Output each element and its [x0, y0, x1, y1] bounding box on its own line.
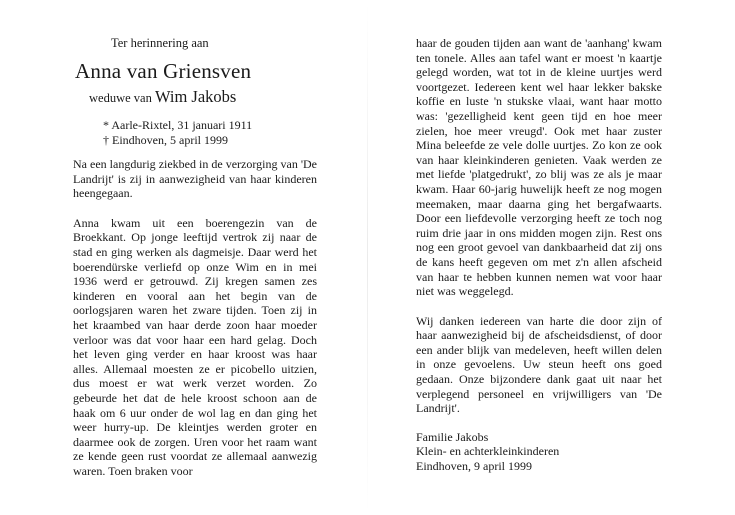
life-story-continued-paragraph: haar de gouden tijden aan want de 'aanhang' kwam ten tonele. Alles aan tafel want er moest 'n kaartje gelegd worden, wat tot in de kleine uurtjes werd voortgezet. Iedereen kent wel haar lekker bakske koffie en luste 'n stukske vlaai, want haar motto was: 'gezelligheid kent geen tijd en hoe meer zielen, hoe meer vreugd'. Ook met haar zuster Mina beleefde ze vele dolle uurtjes. Zo kon ze ook van haar kleinkinderen genieten. Vaak werden ze met liefde 'platgedrukt', zo blij was ze als je maar kwam. Haar 60-jarig huwelijk heeft ze nog mogen meemaken, maar daarna ging het bergafwaarts. Door een liefdevolle verzorging heeft ze toch nog ruim drie jaar in ons midden mogen zijn. Rest ons nog een groot gevoel van dankbaarheid dat zij ons de kans heeft gegeven om met z'n allen afscheid van haar te hebben kunnen nemen wat voor haar niet was weggelegd.: [416, 36, 662, 299]
widow-prefix: weduwe van: [89, 91, 152, 105]
place-date-line: Eindhoven, 9 april 1999: [416, 458, 532, 473]
widow-line: [89, 88, 317, 107]
life-story-paragraph: Anna kwam uit een boerengezin van de Broekkant. Op jonge leeftijd vertrok zij naar de stad en ging werken als dagmeisje. Daar werd het boerendürske verliefd op onze Wim en in mei 1936 werd er getrouwd. Zij kregen samen zes kinderen en vooral aan het begin van de oorlogsjaren waren het zware tijden. Toen zij in het kraambed van haar derde zoon haar moeder verloor was dat voor haar een hard gelag. Doch het leven ging verder en haar kroost was haar alles. Allemaal moesten ze er picobello uitzien, dus moest er wat werk verzet worden. Zo gebeurde het dat de hele kroost schoon aan de haak om 6 uur onder de wol lag en dan ging het weer hurry-up. De kleintjes werden groter en daarmee ook de zorgen. Uren voor het raam want ze kende geen rust voordat ze allemaal aanwezig waren. Toen braken voor: [73, 215, 317, 478]
deceased-name: Anna van Griensven: [75, 59, 252, 83]
death-line: † Eindhoven, 5 april 1999: [103, 132, 228, 147]
fold-crease: [367, 0, 368, 515]
intro-paragraph: Na een langdurig ziekbed in de verzorging van 'De Landrijt' is zij in aanwezigheid van haar kinderen heengegaan.: [73, 157, 317, 201]
left-column: [73, 36, 317, 478]
signature-block: [416, 430, 662, 474]
relatives-line: Klein- en achterkleinkinderen: [416, 444, 560, 459]
spouse-name: Wim Jakobs: [154, 87, 237, 106]
thanks-paragraph: Wij danken iedereen van harte die door zijn of haar aanwezigheid bij de afscheidsdienst, of door een ander blijk van medeleven, heeft willen delen in onze gevoelens. Uw steun heeft ons goed gedaan. Onze bijzondere dank gaat uit naar het verplegend personeel en vrijwilligers van 'De Landrijt'.: [416, 313, 662, 416]
birth-line: * Aarle-Rixtel, 31 januari 1911: [103, 118, 253, 132]
family-name: Familie Jakobs: [416, 429, 489, 444]
right-column: [416, 36, 662, 473]
in-memory-heading: Ter herinnering aan: [111, 36, 209, 50]
